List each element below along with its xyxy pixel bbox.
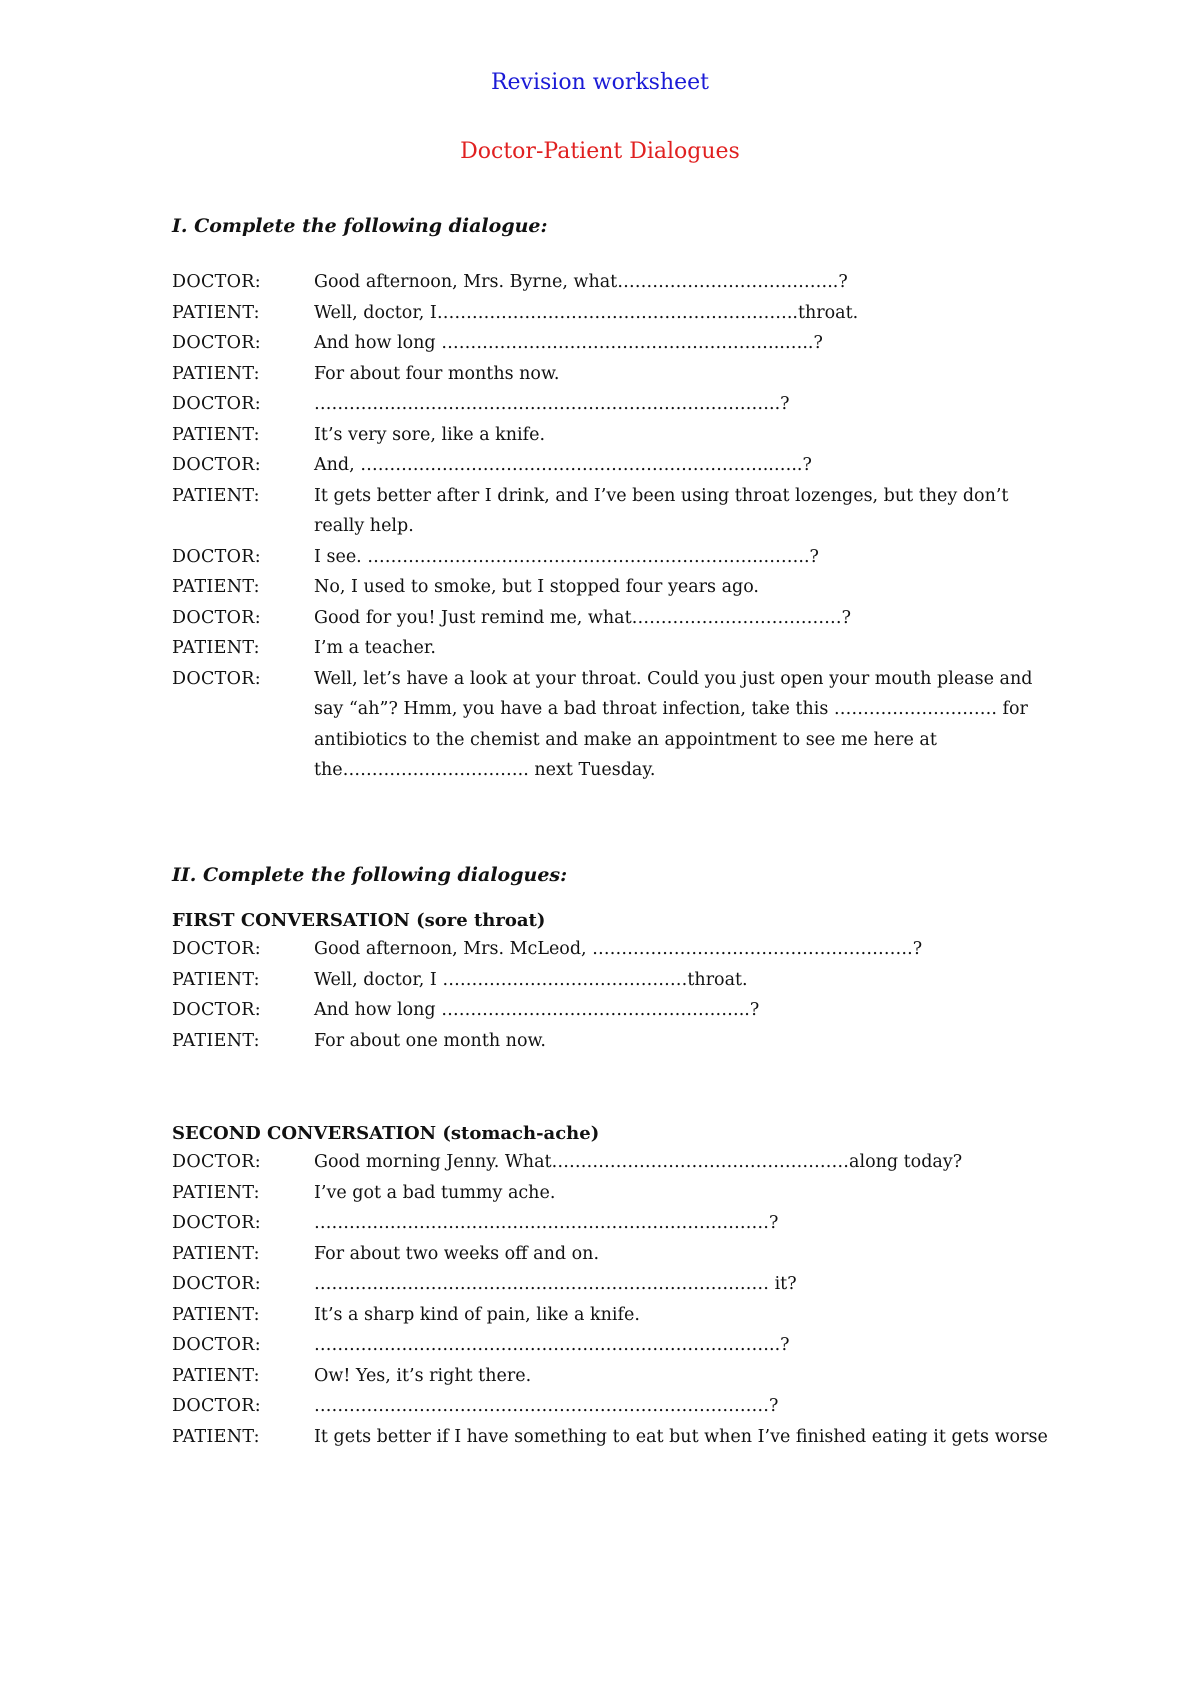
dialogue-line: [172, 1239, 1072, 1270]
dialogue-line: [172, 298, 1072, 329]
speaker-label: DOCTOR:: [172, 1274, 261, 1294]
dialogue-text: I’ve got a bad tummy ache.: [314, 1182, 556, 1203]
dialogue-text: Good afternoon, Mrs. McLeod, ……………………………………………….?: [314, 939, 923, 959]
dialogue-line: [172, 1300, 1072, 1331]
speaker-label: DOCTOR:: [172, 668, 261, 689]
speaker-label: DOCTOR:: [172, 1000, 261, 1020]
dialogue-line: [172, 965, 1072, 996]
dialogue-line: [172, 328, 1072, 359]
dialogue-text: …………………………………………………………………… it?: [314, 1274, 797, 1294]
section1-dialogue: [172, 267, 1072, 786]
speaker-label: PATIENT:: [172, 302, 260, 323]
speaker-label: DOCTOR:: [172, 1152, 261, 1172]
dialogue-line: [172, 1269, 1072, 1300]
dialogue-text: And how long ……………………………………………..?: [314, 1000, 760, 1020]
dialogue-text: And how long …………………………………………………..…..?: [314, 333, 823, 353]
dialogue-text: Good afternoon, Mrs. Byrne, what………………………………..?: [314, 272, 848, 292]
speaker-label: PATIENT:: [172, 638, 260, 658]
dialogue-text: It’s very sore, like a knife.: [314, 424, 546, 445]
second-conversation-title: SECOND CONVERSATION (stomach-ache): [172, 1123, 600, 1144]
speaker-label: DOCTOR:: [172, 1335, 261, 1355]
dialogue-text: ……………………………………………………………………..?: [314, 394, 790, 414]
dialogue-text: It gets better if I have something to eat but when I’ve finished eating it gets worse: [314, 1426, 1048, 1447]
dialogue-line: [172, 1026, 1072, 1057]
dialogue-text: It’s a sharp kind of pain, like a knife.: [314, 1304, 640, 1325]
dialogue-line: [172, 267, 1072, 298]
first-conversation-title: FIRST CONVERSATION (sore throat): [172, 910, 546, 931]
dialogue-text: And, ……………………………………………………………..…..?: [314, 455, 812, 475]
speaker-label: DOCTOR:: [172, 1396, 261, 1416]
dialogue-line: [172, 1147, 1072, 1178]
speaker-label: DOCTOR:: [172, 394, 261, 414]
speaker-label: DOCTOR:: [172, 607, 261, 628]
dialogue-text: For about four months now.: [314, 363, 560, 384]
first-conversation-dialogue: [172, 934, 1072, 1056]
dialogue-line: [172, 633, 1072, 664]
dialogue-text: No, I used to smoke, but I stopped four years ago.: [314, 577, 759, 597]
dialogue-text: Good for you! Just remind me, what………………………………?: [314, 607, 852, 628]
dialogue-line: [172, 542, 1072, 573]
speaker-label: DOCTOR:: [172, 272, 261, 292]
dialogue-line: [172, 481, 1072, 542]
dialogue-line: [172, 934, 1072, 965]
dialogue-line: [172, 1391, 1072, 1422]
dialogue-text: ……………………………………………………………………?: [314, 1396, 779, 1416]
dialogue-line: [172, 664, 1072, 786]
speaker-label: DOCTOR:: [172, 333, 261, 353]
speaker-label: PATIENT:: [172, 363, 260, 384]
dialogue-line: [172, 995, 1072, 1026]
dialogue-text: Well, doctor, I ……………………………………throat.: [314, 969, 748, 990]
speaker-label: PATIENT:: [172, 1426, 260, 1447]
speaker-label: PATIENT:: [172, 577, 260, 597]
section2-heading: II. Complete the following dialogues:: [172, 864, 568, 886]
dialogue-line: [172, 603, 1072, 634]
dialogue-line: [172, 1422, 1072, 1453]
dialogue-text: For about two weeks off and on.: [314, 1243, 600, 1264]
speaker-label: PATIENT:: [172, 424, 260, 445]
dialogue-line: [172, 1330, 1072, 1361]
page-title: Revision worksheet: [490, 70, 710, 95]
dialogue-text: Good morning Jenny. What……………………………………………along today?: [314, 1152, 963, 1172]
dialogue-line: [172, 389, 1072, 420]
speaker-label: PATIENT:: [172, 1304, 260, 1325]
dialogue-line: [172, 359, 1072, 390]
dialogue-text: Well, let’s have a look at your throat. Could you just open your mouth please and say “ah”? Hmm, you have a bad throat infection, take this ………………………. for antibiotics to the chemist and make an appointment to see me here at the………………………….. next Tuesday.: [314, 668, 1033, 780]
dialogue-text: Well, doctor, I……………………………………………………..throat.: [314, 302, 859, 323]
dialogue-text: I see. …………………………………………………………..……..?: [314, 546, 819, 567]
dialogue-line: [172, 1178, 1072, 1209]
speaker-label: DOCTOR:: [172, 1213, 261, 1233]
page-subtitle: Doctor-Patient Dialogues: [460, 139, 740, 164]
dialogue-text: ……………………………………………………………………?: [314, 1213, 779, 1233]
dialogue-line: [172, 572, 1072, 603]
dialogue-line: [172, 420, 1072, 451]
speaker-label: PATIENT:: [172, 1182, 260, 1203]
dialogue-line: [172, 1361, 1072, 1392]
dialogue-text: It gets better after I drink, and I’ve been using throat lozenges, but they don’t really help.: [314, 485, 1009, 536]
second-conversation-dialogue: [172, 1147, 1072, 1452]
dialogue-text: Ow! Yes, it’s right there.: [314, 1365, 532, 1386]
dialogue-line: [172, 450, 1072, 481]
speaker-label: PATIENT:: [172, 969, 260, 990]
speaker-label: PATIENT:: [172, 1243, 260, 1264]
section1-heading: I. Complete the following dialogue:: [172, 215, 548, 237]
dialogue-text: I’m a teacher.: [314, 638, 436, 658]
speaker-label: PATIENT:: [172, 1365, 260, 1386]
speaker-label: DOCTOR:: [172, 455, 261, 475]
speaker-label: PATIENT:: [172, 1030, 260, 1051]
speaker-label: PATIENT:: [172, 485, 260, 506]
speaker-label: DOCTOR:: [172, 939, 261, 959]
dialogue-text: ……………………………………………………………………..?: [314, 1335, 790, 1355]
dialogue-line: [172, 1208, 1072, 1239]
speaker-label: DOCTOR:: [172, 546, 261, 567]
dialogue-text: For about one month now.: [314, 1030, 546, 1051]
